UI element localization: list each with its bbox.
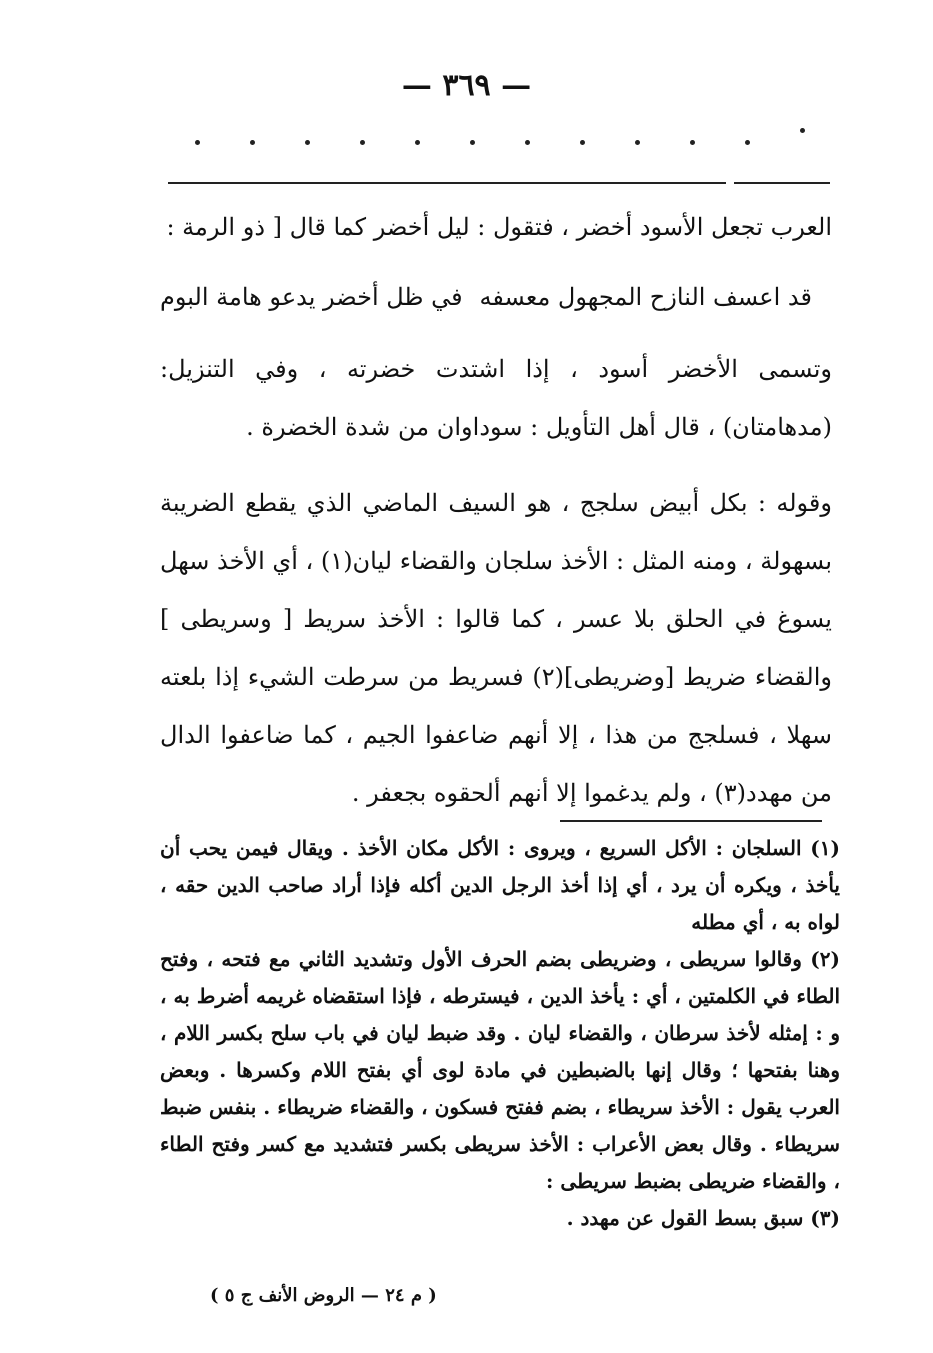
footnote-2: (٢) وقالوا سريطى ، وضريطى بضم الحرف الأول وتشديد الثاني مع فتحه ، وفتح الطاء في الكلمتين ، أي : يأخذ الدين ، فيسترطه ، فإذا استقضاه غريمه أضرط به ، و : إمثله لأخذ سرطان ، والقضاء ليان . وقد ضبط ليان في باب سلح بكسر اللام ، وهنا بفتحها ؛ وقال إنها بالضبطين في مادة لوى أي بفتح اللام وكسرها . وبعض العرب يقول : الأخذ سريطاء ، بضم ففتح فسكون ، والقضاء ضريطاء . بنفس ضبط سريطاء . وقال بعض الأعراب : الأخذ سريطى بكسر فتشديد مع كسر وفتح الطاء ، والقضاء ضريطى بضبط سريطى : [160, 947, 840, 1193]
page-number: — ٣٦٩ — [401, 68, 532, 103]
verse-first-hemistich: قد اعسف النازح المجهول معسفه [479, 283, 812, 311]
dot [415, 140, 420, 145]
paragraph: وقوله : بكل أبيض سلجج ، هو السيف الماضي الذي يقطع الضريبة بسهولة ، ومنه المثل : الأخذ سلجان والقضاء ليان(١) ، أي الأخذ سهل يسوغ في الحلق بلا عسر ، كما قالوا : الأخذ سريط [ وسريطى ] والقضاء ضريط [وضريطى](٢) فسريط من سرطت الشيء إذا بلعته سهلا ، فسلجج من هذا ، إلا أنهم ضاعفوا الجيم ، كما ضاعفوا الدال من مهدد(٣) ، ولم يدغموا إلا أنهم ألحقوه بجعفر . [160, 489, 833, 807]
header-rule [168, 182, 726, 184]
dot [195, 140, 200, 145]
intro-line: العرب تجعل الأسود أخضر ، فتقول : ليل أخضر كما قال [ ذو الرمة : [166, 213, 832, 241]
dot [305, 140, 310, 145]
dot [800, 128, 805, 133]
footnotes [160, 830, 840, 1237]
poetry-verse [160, 268, 832, 326]
dot [745, 140, 750, 145]
verse-second-hemistich: في ظل أخضر يدعو هامة البوم [160, 283, 463, 311]
dot [470, 140, 475, 145]
dot [690, 140, 695, 145]
main-text [160, 198, 832, 822]
paragraph: وتسمى الأخضر أسود ، إذا اشتدت خضرته ، وفي التنزيل: (مدهامتان) ، قال أهل التأويل : سوداوان من شدة الخضرة . [160, 355, 832, 441]
dot [250, 140, 255, 145]
dot [525, 140, 530, 145]
decorative-dots [195, 140, 805, 145]
header-rule [734, 182, 830, 184]
footnote-1: (١) السلجان : الأكل السريع ، ويروى : الأكل مكان الأخذ . ويقال فيمن يحب أن يأخذ ، ويكره أن يرد ، أي إذا أخذ الرجل الدين أكله فإذا أراد صاحب الدين حقه ، لواه به ، أي مطله [160, 836, 840, 934]
dot [360, 140, 365, 145]
printer-signature: ( م ٢٤ — الروض الأنف ج ٥ ) [210, 1285, 437, 1306]
footnote-separator [560, 820, 822, 822]
dot [580, 140, 585, 145]
footnote-3: (٣) سبق بسط القول عن مهدد . [566, 1206, 840, 1230]
dot [635, 140, 640, 145]
